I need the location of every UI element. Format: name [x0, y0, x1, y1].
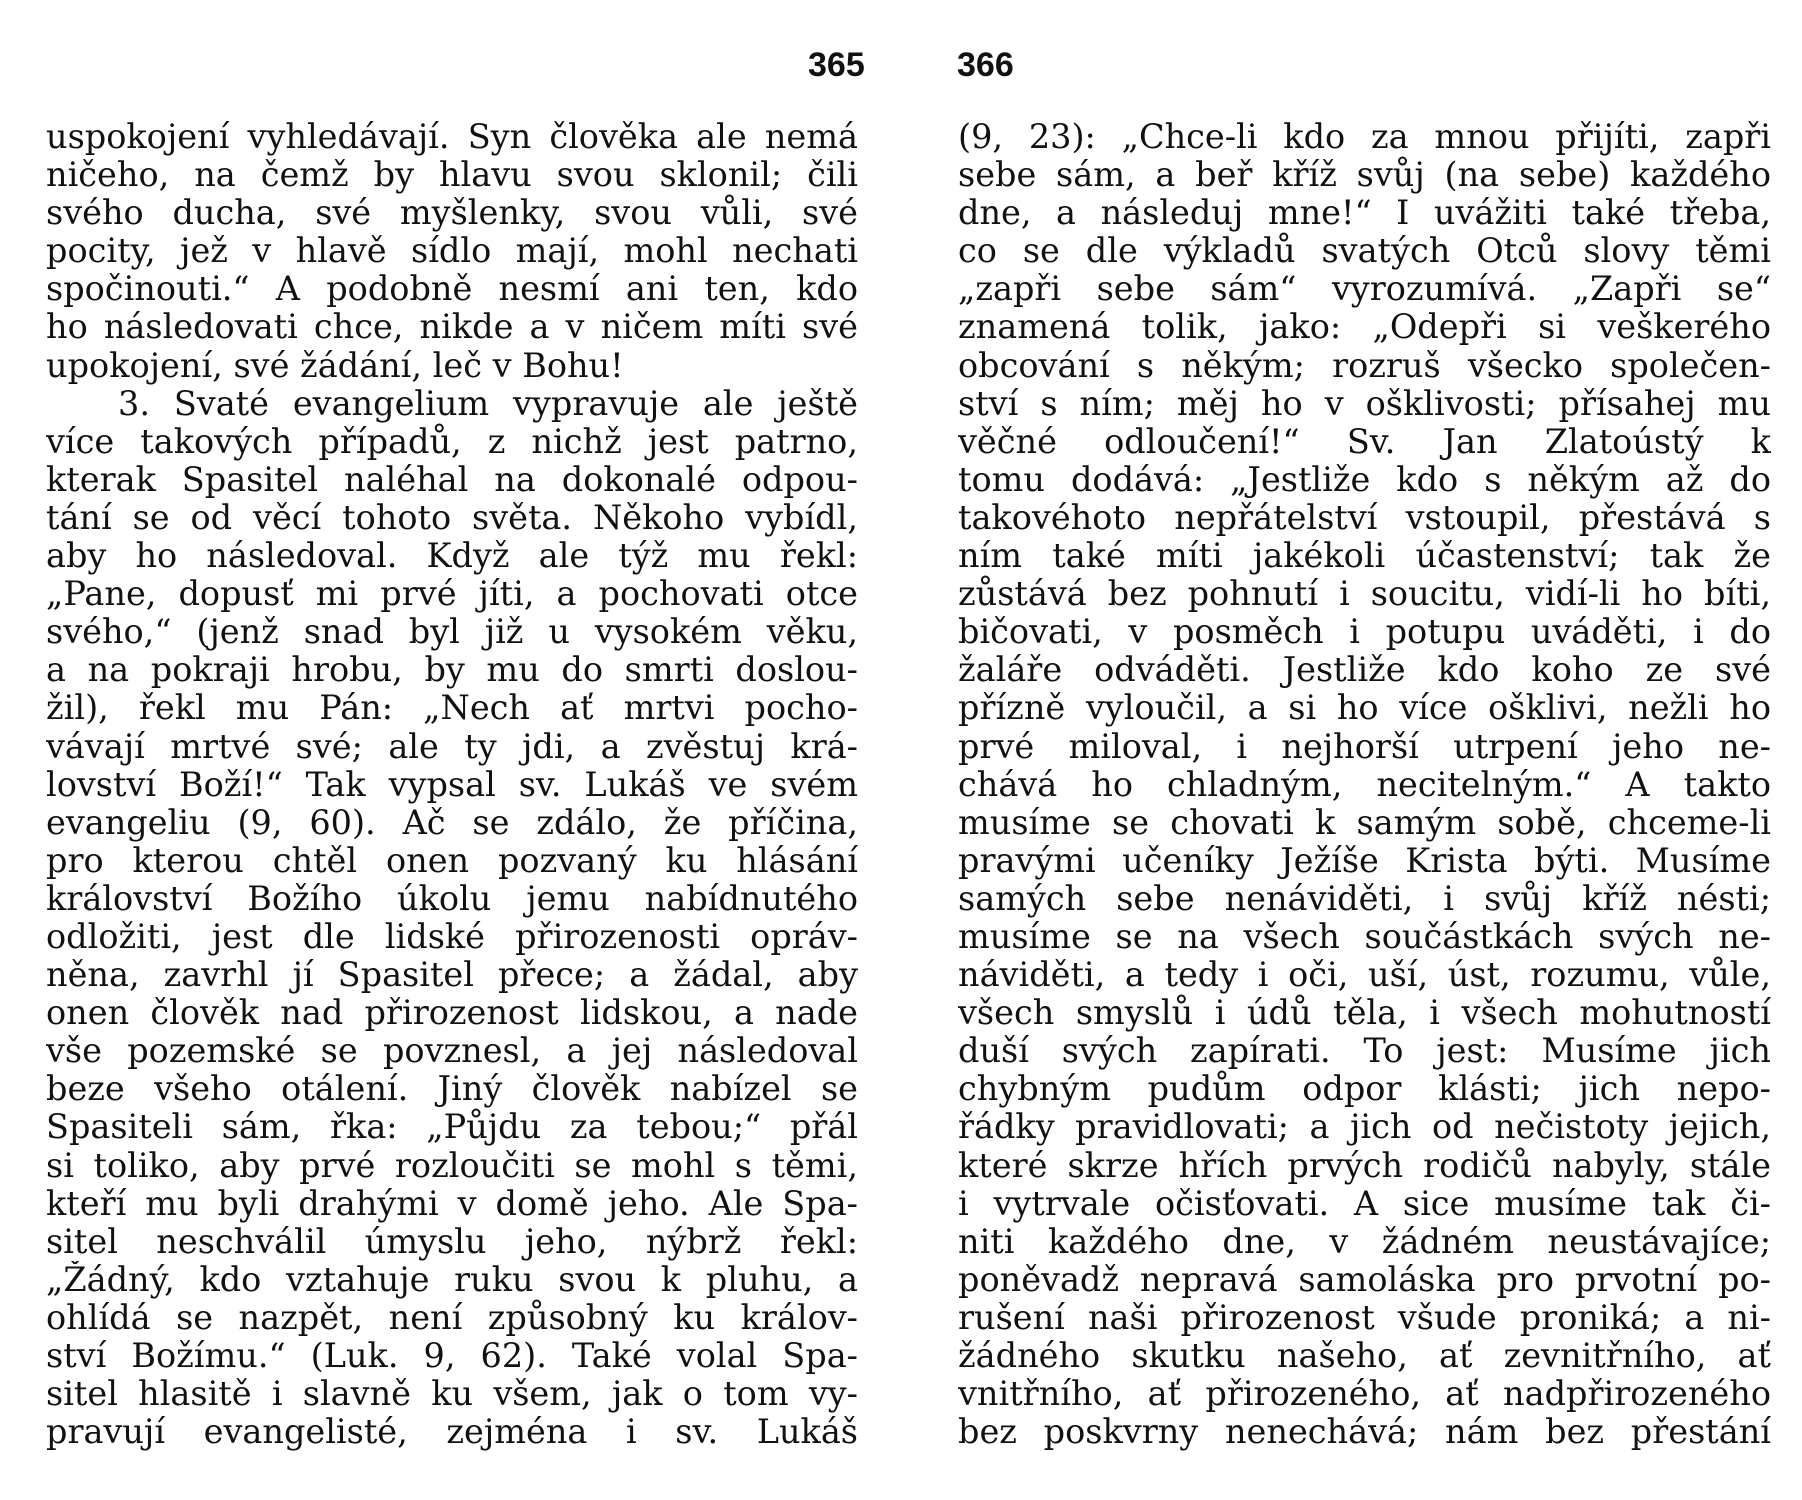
text-line: žaláře odváděti. Jestliže kdo koho ze své: [958, 651, 1771, 690]
text-line: vávají mrtvé své; ale ty jdi, a zvěstuj krá-: [46, 727, 858, 766]
text-line: všech smyslů i údů těla, i všech mohutností: [958, 994, 1771, 1033]
text-line: které skrze hřích prvých rodičů nabyly, stále: [958, 1146, 1771, 1185]
text-line: chává ho chladným, necitelným.“ A takto: [958, 765, 1771, 804]
text-line: ství s ním; měj ho v ošklivosti; přísahej mu: [958, 384, 1771, 423]
text-line: obcování s někým; rozruš všecko společen-: [958, 346, 1771, 385]
text-line: vše pozemské se povznesl, a jej následoval: [46, 1032, 858, 1071]
text-line: něna, zavrhl jí Spasitel přece; a žádal, aby: [46, 956, 858, 995]
text-line: lovství Boží!“ Tak vypsal sv. Lukáš ve svém: [46, 765, 858, 804]
text-line: žádného skutku našeho, ať zevnitřního, ať: [958, 1337, 1771, 1375]
right-page: [901, 0, 1802, 1500]
text-line: svého,“ (jenž snad byl již u vysokém věku,: [46, 613, 858, 652]
text-line: „Žádný, kdo vztahuje ruku svou k pluhu, a: [46, 1260, 858, 1299]
text-line: prvé miloval, i nejhorší utrpení jeho ne-: [958, 727, 1771, 766]
text-line: přízně vyloučil, a si ho více ošklivi, nežli ho: [958, 689, 1771, 728]
text-line: chybným pudům odpor klásti; jich nepo-: [958, 1070, 1771, 1109]
text-line: a na pokraji hrobu, by mu do smrti doslou-: [46, 651, 858, 690]
text-line: odložiti, jest dle lidské přirozenosti opráv-: [46, 917, 858, 956]
text-line: ho následovati chce, nikde a v ničem míti své: [46, 308, 858, 347]
text-line: bičovati, v posměch i potupu uváděti, i do: [958, 613, 1771, 652]
text-line: vnitřního, ať přirozeného, ať nadpřirozeného: [958, 1375, 1771, 1414]
text-line: „zapři sebe sám“ vyrozumívá. „Zapři se“: [958, 270, 1771, 309]
text-line: si toliko, aby prvé rozloučiti se mohl s těmi,: [46, 1146, 858, 1185]
text-line: i vytrvale očisťovati. A sice musíme tak či-: [958, 1184, 1771, 1223]
text-line: samých sebe nenáviděti, i svůj kříž nésti;: [958, 879, 1771, 918]
text-line: evangeliu (9, 60). Ač se zdálo, že příčina,: [46, 803, 858, 842]
text-line: onen člověk nad přirozenost lidskou, a nade: [46, 994, 858, 1033]
text-line: království Božího úkolu jemu nabídnutého: [46, 879, 858, 918]
text-line: svého ducha, své myšlenky, svou vůli, své: [46, 194, 858, 233]
text-line: ství Božímu.“ (Luk. 9, 62). Také volal Spa-: [46, 1337, 858, 1375]
text-line: (9, 23): „Chce-li kdo za mnou přijíti, zapři: [958, 118, 1771, 156]
text-line: ohlídá se nazpět, není způsobný ku králov-: [46, 1298, 858, 1337]
text-line: žil), řekl mu Pán: „Nech ať mrtvi pocho-: [46, 689, 858, 728]
text-line: pocity, jež v hlavě sídlo mají, mohl nechati: [46, 232, 858, 271]
text-line: sitel hlasitě i slavně ku všem, jak o tom vy-: [46, 1375, 858, 1414]
text-line: niti každého dne, v žádném neustávajíce;: [958, 1222, 1771, 1261]
text-line: musíme se chovati k samým sobě, chceme-li: [958, 803, 1771, 842]
text-line: spočinouti.“ A podobně nesmí ani ten, kdo: [46, 270, 858, 309]
page-text: [958, 118, 1771, 1451]
text-line: znamená tolik, jako: „Odepři si veškerého: [958, 308, 1771, 347]
page-number: 366: [957, 46, 1014, 84]
text-line: 3. Svaté evangelium vypravuje ale ještě: [118, 384, 858, 423]
text-line: duší svých zapírati. To jest: Musíme jich: [958, 1032, 1771, 1071]
text-line: ním také míti jakékoli účastenství; tak že: [958, 537, 1771, 576]
text-line: pro kterou chtěl onen pozvaný ku hlásání: [46, 841, 858, 880]
text-line: sitel neschválil úmyslu jeho, nýbrž řekl:: [46, 1222, 858, 1261]
text-line: beze všeho otálení. Jiný člověk nabízel se: [46, 1070, 858, 1109]
text-line: kterak Spasitel naléhal na dokonalé odpou-: [46, 460, 858, 499]
text-line: kteří mu byli drahými v domě jeho. Ale Spa-: [46, 1184, 858, 1223]
text-line: náviděti, a tedy i oči, uší, úst, rozumu, vůle,: [958, 956, 1771, 995]
text-line: tomu dodává: „Jestliže kdo s někým až do: [958, 460, 1771, 499]
text-line: upokojení, své žádání, leč v Bohu!: [46, 346, 624, 385]
text-line: takovéhoto nepřátelství vstoupil, přestává s: [958, 498, 1771, 537]
text-line: věčné odloučení!“ Sv. Jan Zlatoústý k: [958, 422, 1771, 461]
text-line: tání se od věcí tohoto světa. Někoho vybídl,: [46, 498, 858, 537]
text-line: více takových případů, z nichž jest patrno,: [46, 422, 858, 461]
text-line: dne, a následuj mne!“ I uvážiti také třeba,: [958, 194, 1771, 233]
text-line: zůstává bez pohnutí i soucitu, vidí-li ho bíti,: [958, 575, 1771, 614]
text-line: řádky pravidlovati; a jich od nečistoty jejich,: [958, 1108, 1771, 1147]
text-line: uspokojení vyhledávají. Syn člověka ale nemá: [46, 118, 858, 156]
text-line: musíme se na všech součástkách svých ne-: [958, 917, 1771, 956]
text-line: Spasiteli sám, řka: „Půjdu za tebou;“ přál: [46, 1108, 858, 1147]
text-line: sebe sám, a beř kříž svůj (na sebe) každého: [958, 156, 1771, 195]
text-line: „Pane, dopusť mi prvé jíti, a pochovati otce: [46, 575, 858, 614]
page-text: [46, 118, 858, 1451]
text-line: pravými učeníky Ježíše Krista býti. Musíme: [958, 841, 1771, 880]
page-number: 365: [808, 46, 865, 84]
text-line: pravují evangelisté, zejména i sv. Lukáš: [46, 1413, 858, 1452]
text-line: aby ho následoval. Když ale týž mu řekl:: [46, 537, 858, 576]
text-line: rušení naši přirozenost všude proniká; a ni-: [958, 1298, 1771, 1337]
text-line: poněvadž nepravá samoláska pro prvotní po-: [958, 1260, 1771, 1299]
text-line: co se dle výkladů svatých Otců slovy těmi: [958, 232, 1771, 271]
text-line: ničeho, na čemž by hlavu svou sklonil; čili: [46, 156, 858, 195]
text-line: bez poskvrny nenechává; nám bez přestání: [958, 1413, 1771, 1452]
